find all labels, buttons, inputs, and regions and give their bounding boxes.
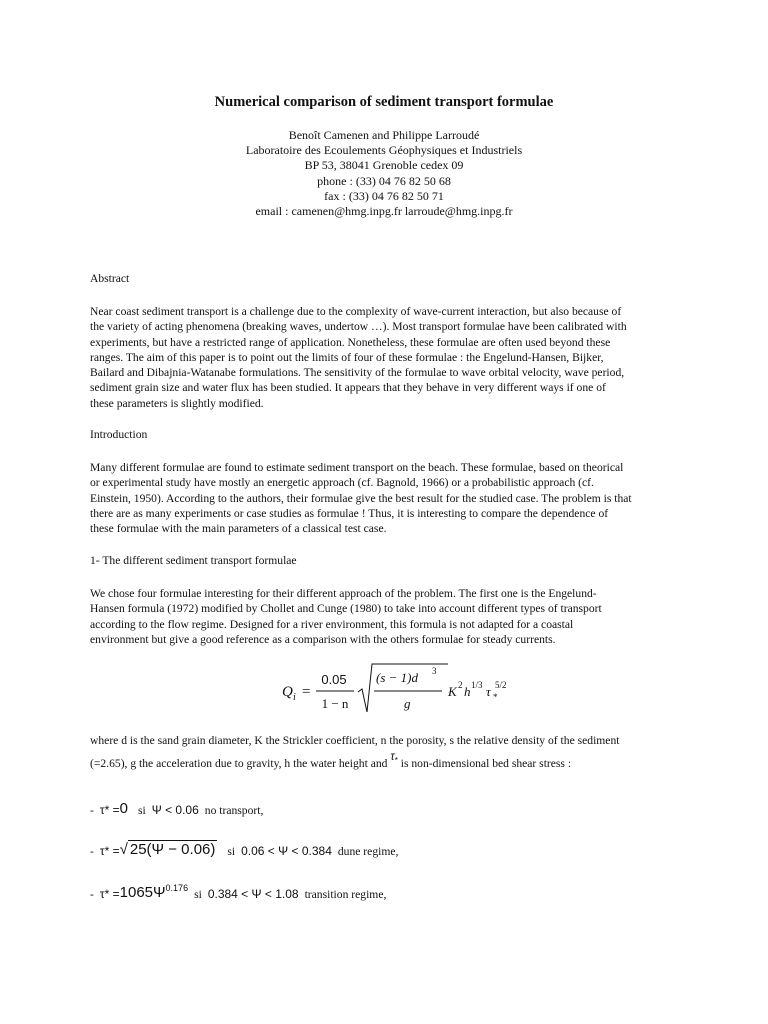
abstract-line: Bailard and Dibajnia-Watanabe formulations. The sensitivity of the formulae to wave orbital velocity, wave period, <box>90 366 625 380</box>
eq-tau-sup: 5/2 <box>495 680 507 690</box>
section1-line: environment but give a good reference as a comparison with the others formulae for steady currents. <box>90 632 556 646</box>
introduction-paragraph <box>90 460 690 536</box>
sqrt-sign: √ <box>119 841 128 858</box>
eq-h: h <box>464 684 471 699</box>
author-phone: phone : (33) 04 76 82 50 68 <box>317 173 451 188</box>
abstract-paragraph <box>90 304 690 411</box>
section1-paragraph <box>90 586 690 647</box>
author-block <box>0 128 768 219</box>
section1-line: according to the flow regime. Designed for a river environment, this formula is not adapted for a coastal <box>90 617 574 631</box>
bullet-dash: - <box>90 804 94 817</box>
eq-denominator: 1 − n <box>321 696 349 711</box>
eq-radicand-den: g <box>404 696 411 711</box>
condition-rhs-sup: 0.176 <box>165 883 189 893</box>
condition-label: no transport, <box>204 804 264 817</box>
eq-k: K <box>448 684 457 699</box>
intro-line: Einstein, 1950). According to the authors, their formulae give the best result for the studied case. The problem is that <box>90 491 632 505</box>
abstract-line: experiments, but have a restricted range of application. Nonetheless, these formulae are often used beyond these <box>90 335 611 349</box>
introduction-heading: Introduction <box>90 428 148 441</box>
condition-rhs: 25(Ψ − 0.06) <box>129 841 216 858</box>
eq-tau-sub: * <box>493 692 498 702</box>
condition-rhs: 1065Ψ <box>119 884 166 901</box>
section1-line: We chose four formulae interesting for their different approach of the problem. The first one is the Engelund- <box>90 587 597 600</box>
bullet-dash: - <box>90 845 94 858</box>
abstract-line: sediment grain size and water flux has been studied. It appears that they behave in very different ways if one of <box>90 381 606 395</box>
condition-transition-regime <box>90 884 386 901</box>
eq-radicand-sup: 3 <box>432 666 437 676</box>
author-fax: fax : (33) 04 76 82 50 71 <box>324 188 444 203</box>
paper-title: Numerical comparison of sediment transport formulae <box>214 94 554 110</box>
eq-radicand-num: (s − 1)d <box>376 670 418 685</box>
definition-line-2 <box>90 750 710 772</box>
intro-line: these formulae with the main parameters of a classical test case. <box>90 522 387 536</box>
author-email: email : camenen@hmg.inpg.fr larroude@hmg.inpg.fr <box>255 204 513 219</box>
eq-tau: τ <box>486 684 491 699</box>
definition-line: where d is the sand grain diameter, K the Strickler coefficient, n the porosity, s the relative density of the sediment <box>90 734 620 747</box>
condition-range: 0.06 < Ψ < 0.384 <box>241 844 332 858</box>
intro-line: or experimental study have mostly an energetic approach (cf. Bagnold, 1966) or a probabilistic approach (cf. <box>90 476 594 490</box>
abstract-line: ranges. The aim of this paper is to point out the limits of four of these formulae : the Engelund-Hansen, Bijker, <box>90 350 604 364</box>
condition-range: Ψ < 0.06 <box>151 803 199 817</box>
condition-label: transition regime, <box>304 888 387 901</box>
condition-no-transport <box>90 800 263 817</box>
definition-text-b: is non-dimensional bed shear stress : <box>400 757 572 770</box>
condition-lhs: τ* = <box>99 887 120 901</box>
abstract-line: the variety of acting phenomena (breaking waves, undertow …). Most transport formulae have been calibrated with <box>90 320 627 334</box>
intro-line: Many different formulae are found to estimate sediment transport on the beach. These formulae, based on theorical <box>90 461 624 474</box>
variable-definitions <box>90 733 710 772</box>
author-names: Benoît Camenen and Philippe Larroudé <box>288 128 480 142</box>
tau-symbol-sub: * <box>394 756 398 765</box>
bullet-dash: - <box>90 888 94 901</box>
eq-lhs-sub: i <box>293 692 296 703</box>
abstract-line: Near coast sediment transport is a challenge due to the complexity of wave-current interaction, but also because of <box>90 305 622 318</box>
condition-label: dune regime, <box>337 845 399 858</box>
abstract-line: these parameters is slightly modified. <box>90 396 264 410</box>
definition-text-a: (=2.65), g the acceleration due to gravity, h the water height and <box>90 757 388 770</box>
condition-si: si <box>227 845 236 858</box>
tau-symbol: τ <box>390 750 395 763</box>
author-address: BP 53, 38041 Grenoble cedex 09 <box>304 158 464 173</box>
condition-si: si <box>137 804 146 817</box>
intro-line: there are as many experiments or case studies as formulae ! Thus, it is interesting to compare the dependence of <box>90 506 609 520</box>
condition-rhs: 0 <box>119 800 128 817</box>
section1-heading: 1- The different sediment transport formulae <box>90 554 297 567</box>
condition-lhs: τ* = <box>99 803 120 817</box>
eq-lhs: Q <box>282 684 293 700</box>
eq-h-sup: 1/3 <box>471 680 483 690</box>
condition-dune-regime <box>90 840 398 858</box>
abstract-heading: Abstract <box>90 272 130 285</box>
author-lab: Laboratoire des Ecoulements Géophysiques et Industriels <box>245 143 523 158</box>
section1-line: Hansen formula (1972) modified by Chollet and Cunge (1980) to take into account different types of transport <box>90 602 602 616</box>
eq-numerator: 0.05 <box>321 672 347 687</box>
svg-text:=: = <box>302 684 311 700</box>
condition-si: si <box>194 888 202 901</box>
condition-range: 0.384 < Ψ < 1.08 <box>207 887 299 901</box>
eq-k-sup: 2 <box>458 680 463 690</box>
engelund-hansen-equation <box>282 660 522 720</box>
condition-lhs: τ* = <box>99 844 120 858</box>
